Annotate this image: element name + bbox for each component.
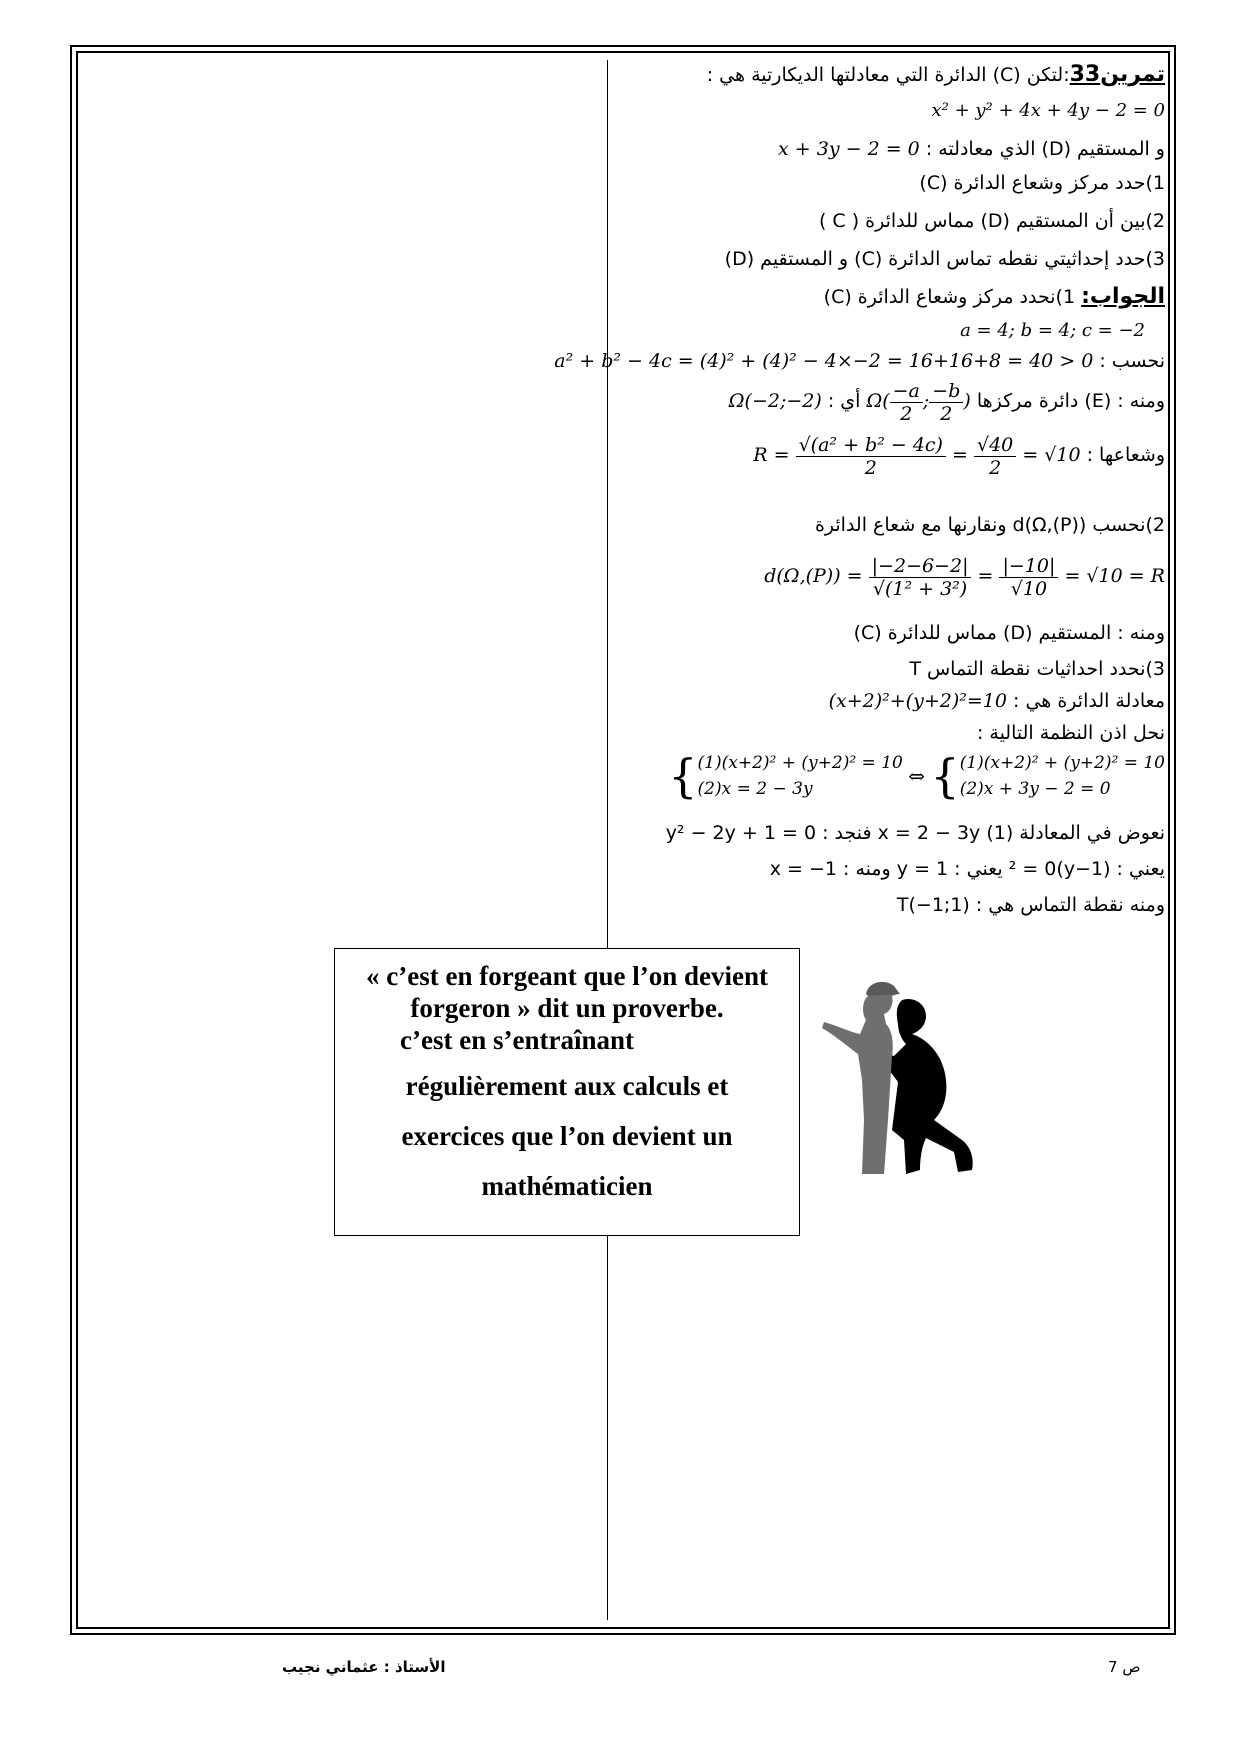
fraction-denominator: √(1² + 3²) bbox=[872, 577, 968, 600]
proverb-line-2: forgeron » dit un proverbe. bbox=[410, 993, 724, 1023]
solution-line: يعني : (y−1)² = 0 يعني : y = 1 ومنه : x = −1 bbox=[769, 858, 1165, 880]
center-fraction-a bbox=[890, 380, 923, 425]
line-intro: و المستقيم (D) الذي معادلته : bbox=[919, 138, 1165, 160]
fraction-numerator: |−2−6−2| bbox=[869, 555, 972, 578]
teacher-name: الأستاذ : عثماني نجيب bbox=[282, 1658, 446, 1676]
radius-line bbox=[753, 430, 1165, 480]
radius-fraction-2 bbox=[974, 434, 1016, 479]
answer-label: الجواب: bbox=[1081, 284, 1165, 309]
substitution-line: نعوض في المعادلة (1) x = 2 − 3y فنجد : y² − 2y + 1 = 0 bbox=[665, 822, 1165, 844]
left-brace: { bbox=[668, 749, 698, 803]
line-equation-line bbox=[778, 136, 1165, 162]
proverb-line-6: mathématicien bbox=[481, 1171, 653, 1201]
exercise-intro: :لتكن (C) الدائرة التي معادلتها الديكارتية هي : bbox=[706, 64, 1070, 86]
answer-part-1: 1)نحدد مركز وشعاع الدائرة (C) bbox=[823, 286, 1082, 308]
system-left-eq1: (1)(x+2)² + (y+2)² = 10 bbox=[697, 753, 903, 773]
system-right-eq1: (1)(x+2)² + (y+2)² = 10 bbox=[959, 753, 1165, 773]
answer-header bbox=[824, 284, 1165, 310]
center-line bbox=[729, 376, 1165, 426]
equals-sign: = bbox=[952, 444, 968, 466]
proverb-line-1: « c’est en forgeant que l’on devient bbox=[366, 961, 768, 991]
circle-equation: x² + y² + 4x + 4y − 2 = 0 bbox=[931, 100, 1165, 121]
proverb-line-3: c’est en s’entraînant bbox=[400, 1025, 634, 1055]
system-left-eq2: (2)x = 2 − 3y bbox=[697, 779, 813, 799]
page-number: ص 7 bbox=[1108, 1658, 1141, 1676]
calc-equation: a² + b² − 4c = (4)² + (4)² − 4×−2 = 16+16+8 = 40 > 0 bbox=[554, 350, 1094, 372]
question-3: 3)حدد إحداثيتي نقطه تماس الدائرة (C) و المستقيم (D) bbox=[724, 248, 1165, 270]
distance-fraction bbox=[869, 555, 972, 600]
proverb-box bbox=[334, 948, 800, 1236]
fraction-denominator: 2 bbox=[940, 402, 953, 425]
discriminant-line bbox=[554, 348, 1165, 374]
column-divider bbox=[607, 60, 608, 1620]
system-right-eq2: (2)x + 3y − 2 = 0 bbox=[959, 779, 1111, 799]
equivalence-arrow: ⇔ bbox=[908, 764, 926, 788]
center-formula bbox=[866, 379, 971, 425]
distance-formula bbox=[764, 554, 1165, 600]
fraction-numerator: −b bbox=[929, 380, 963, 403]
center-ay: أي : bbox=[821, 390, 867, 412]
fraction-numerator: √40 bbox=[974, 434, 1016, 457]
circle-equation-line bbox=[829, 688, 1165, 714]
system-left bbox=[698, 750, 903, 802]
equals-sign: = bbox=[977, 565, 994, 587]
center-fraction-b bbox=[929, 380, 963, 425]
center-label: ومنه : (E) دائرة مركزها bbox=[970, 390, 1165, 412]
fraction-denominator: 2 bbox=[864, 456, 877, 479]
answer-part-2: 2)نحسب d(Ω,(P)) ونقارنها مع شعاع الدائرة bbox=[814, 514, 1165, 536]
tangent-point-line: ومنه نقطة التماس هي : T(−1;1) bbox=[896, 894, 1165, 916]
distance-fraction-2 bbox=[999, 555, 1058, 600]
fraction-numerator: |−10| bbox=[999, 555, 1058, 578]
question-2: 2)بين أن المستقيم (D) مماس للدائرة ( C ) bbox=[818, 210, 1165, 232]
separator: ; bbox=[922, 390, 930, 412]
system-right bbox=[960, 750, 1165, 802]
fraction-numerator: √(a² + b² − 4c) bbox=[796, 434, 946, 457]
right-brace: { bbox=[930, 749, 960, 803]
radius-value: = √10 bbox=[1022, 444, 1081, 466]
system-label: نحل اذن النظمة التالية : bbox=[976, 722, 1165, 744]
calc-label: نحسب : bbox=[1093, 350, 1165, 372]
distance-value: = √10 = R bbox=[1064, 565, 1165, 587]
answer-part-3: 3)نحدد احداثيات نقطة التماس T bbox=[909, 658, 1165, 680]
center-value: Ω(−2;−2) bbox=[728, 390, 822, 412]
question-1: 1)حدد مركز وشعاع الدائرة (C) bbox=[919, 172, 1165, 194]
fraction-numerator: −a bbox=[890, 380, 923, 403]
circle-eq-label: معادلة الدائرة هي : bbox=[1006, 690, 1165, 712]
close-paren: ) bbox=[963, 390, 971, 412]
omega-symbol: Ω( bbox=[866, 390, 890, 412]
teacher-student-silhouette bbox=[822, 970, 994, 1176]
exercise-title: تمرين33 bbox=[1069, 62, 1165, 87]
fraction-denominator: √10 bbox=[1010, 577, 1048, 600]
fraction-denominator: 2 bbox=[989, 456, 1002, 479]
equation-system bbox=[668, 750, 1165, 802]
radius-formula bbox=[753, 433, 1081, 479]
radius-label: وشعاعها : bbox=[1080, 444, 1165, 466]
tangent-conclusion: ومنه : المستقيم (D) مماس للدائرة (C) bbox=[853, 622, 1165, 644]
exercise-statement-line bbox=[707, 62, 1165, 88]
fraction-denominator: 2 bbox=[900, 402, 913, 425]
distance-lhs: d(Ω,(P)) = bbox=[764, 565, 863, 587]
radius-fraction bbox=[796, 434, 946, 479]
abc-values: a = 4; b = 4; c = −2 bbox=[960, 320, 1145, 341]
radius-symbol: R = bbox=[753, 444, 790, 466]
distance-line bbox=[764, 548, 1165, 604]
circle-eq: (x+2)²+(y+2)²=10 bbox=[828, 690, 1007, 712]
proverb-line-5: exercices que l’on devient un bbox=[401, 1121, 733, 1151]
proverb-line-4: régulièrement aux calculs et bbox=[405, 1071, 729, 1101]
line-equation: x + 3y − 2 = 0 bbox=[778, 138, 920, 160]
